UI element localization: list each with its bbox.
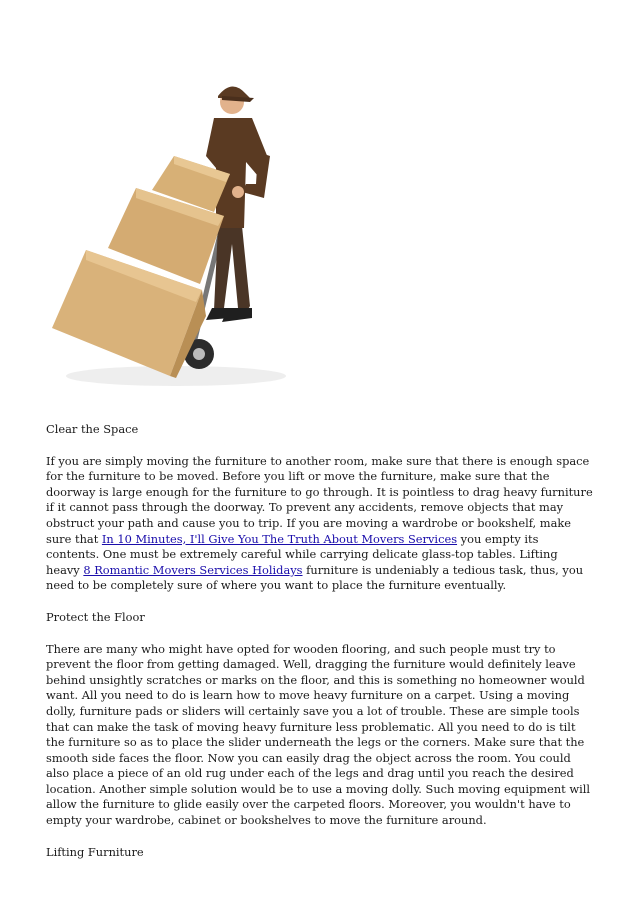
paragraph-text: If you are simply moving the furniture to another room, make sure that there is enough space for the furniture to be moved. Before you lift or move the furniture, make sure that the doorway is large enough for the furniture to go through. It is pointless to drag heavy furniture if it cannot pass through the doorway. To prevent any accidents, remove objects that may obstruct your path and cause you to trip. If you are moving a wardrobe or bookshelf, make sure that	[46, 453, 593, 546]
section-heading: Clear the Space	[46, 422, 139, 436]
article-body	[46, 422, 594, 876]
section-paragraph: There are many who might have opted for wooden flooring, and such people must try to prevent the floor from getting damaged. Well, dragging the furniture would definitely leave behind unsightly scratches or marks on the floor, and this is something no homeowner would want. All you need to do is learn how to move heavy furniture on a carpet. Using a moving dolly, furniture pads or sliders will certainly save you a lot of trouble. These are simple tools that can make the task of moving heavy furniture less problematic. All you need to do is tilt the furniture so as to place the slider underneath the legs or the corners. Make sure that the smooth side faces the floor. Now you can easily drag the object across the room. You could also place a piece of an old rug under each of the legs and drag until you reach the desired location. Another simple solution would be to use a moving dolly. Such moving equipment will allow the furniture to glide easily over the carpeted floors. Moreover, you wouldn't have to empty your wardrobe, cabinet or bookshelves to move the furniture around.	[46, 641, 591, 828]
section-paragraph	[46, 454, 594, 594]
paragraph-text: you empty its contents. One must be extremely careful while carrying delicate glass-top tables. Lifting heavy	[46, 531, 558, 577]
section-heading: Protect the Floor	[46, 609, 145, 624]
hero-illustration	[46, 76, 296, 411]
section-heading: Lifting Furniture	[46, 844, 144, 859]
article-link[interactable]: 8 Romantic Movers Services Holidays	[83, 562, 303, 577]
paragraph-text: furniture is undeniably a tedious task, thus, you need to be completely sure of where you want to place the furniture eventually.	[46, 562, 584, 593]
article-link[interactable]: In 10 Minutes, I'll Give You The Truth About Movers Services	[101, 531, 458, 546]
